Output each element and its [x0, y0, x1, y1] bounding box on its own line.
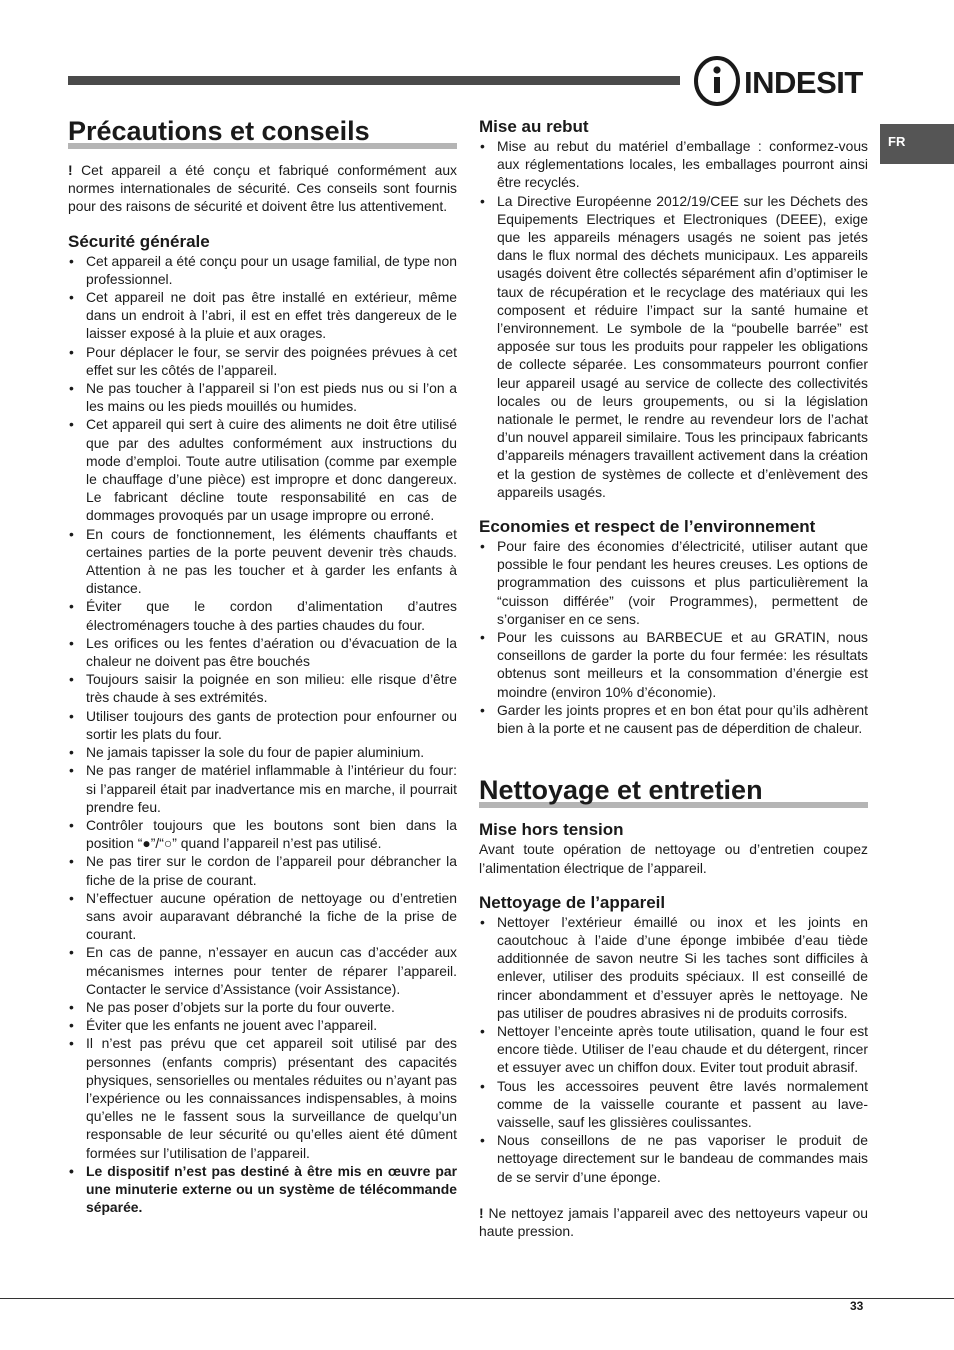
- list-item: • Il n’est pas prévu que cet appareil soit utilisé par des personnes (enfants compris) présentant des capacités physiques, sensorielles ou mentales réduites ou n’ayant pas l’expérience ou les connaissances indispensables, à moins qu’elles ne le fassent sous la surveillance de quelqu’un responsable de leur sécurité ou qu’elles aient été dûment formées sur l’utilisation de l’appareil.: [68, 1034, 457, 1161]
- power-text: Avant toute opération de nettoyage ou d’entretien coupez l’alimentation électrique de l’appareil.: [479, 841, 868, 876]
- final-warning-text: Ne nettoyez jamais l’appareil avec des nettoyeurs vapeur ou haute pression.: [479, 1204, 868, 1239]
- indesit-logo: [694, 55, 872, 107]
- list-item: • Utiliser toujours des gants de protection pour enfourner ou sortir les plats du four.: [68, 707, 457, 743]
- eco-heading: Economies et respect de l’environnement: [479, 517, 816, 537]
- list-item: • Les orifices ou les fentes d’aération ou d’évacuation de la chaleur ne doivent pas être bouchés: [68, 634, 457, 670]
- list-item: • Pour déplacer le four, se servir des poignées prévues à cet effet sur les côtés de l’appareil.: [68, 343, 457, 379]
- warning-icon: !: [479, 1204, 484, 1221]
- cleaning-heading: Nettoyage de l’appareil: [479, 892, 666, 912]
- list-item: • Cet appareil ne doit pas être installé en extérieur, même dans un endroit à l’abri, il est en effet très dangereux de le laisser exposé à la pluie et aux orages.: [68, 288, 457, 343]
- safety-list: [68, 252, 457, 1217]
- list-item: • Cet appareil a été conçu pour un usage familial, de type non professionnel.: [68, 252, 457, 288]
- right-column: [479, 117, 868, 1240]
- page-number: 33: [850, 1299, 864, 1313]
- safety-heading: Sécurité générale: [68, 231, 210, 251]
- list-item: • Nettoyer l’enceinte après toute utilisation, quand le four est encore tiède. Utiliser de l’eau chaude et du détergent, rincer et essuyer avec un chiffon doux. Eviter tout produit abrasif.: [479, 1022, 868, 1077]
- list-item: • Ne pas toucher à l’appareil si l’on est pieds nus ou si l’on a les mains ou les pieds mouillés ou humides.: [68, 379, 457, 415]
- list-item: • Ne pas poser d’objets sur la porte du four ouverte.: [68, 998, 457, 1016]
- list-item: • Éviter que le cordon d’alimentation d’autres électroménagers touche à des parties chaudes du four.: [68, 597, 457, 633]
- list-item: • Mise au rebut du matériel d’emballage : conformez-vous aux réglementations locales, les emballages pourront ainsi être recyclés.: [479, 137, 868, 192]
- warning-icon: !: [68, 162, 73, 178]
- footer-rule: [0, 1298, 954, 1299]
- page-title: Précautions et conseils: [68, 116, 370, 146]
- list-item: • La Directive Européenne 2012/19/CEE sur les Déchets des Equipements Electriques et Electroniques (DEEE), exige que les appareils ménagers usagés ne soient pas jetés dans le flux normal des déchets municipaux. Les appareils usagés doivent être collectés séparément afin d’optimiser le taux de récupération et le recyclage des matériaux qui les composent et réduire l’impact sur la santé humaine et l’environnement. Le symbole de la “poubelle barrée” est apposée sur tous les produits pour rappeler les obligations de collecte séparée. Les consommateurs pourront confier leur appareil usagé au service de collecte des collectivités locales ou de leurs groupements, ou si la législation nationale le permet, le rendre au revendeur lors de l’achat d’un nouvel appareil similaire. Tous les principaux fabricants d’appareils ménagers travaillent activement dans la création et la gestion de systèmes de collecte et d’enlèvement des appareils usagés.: [479, 192, 868, 501]
- final-warning: [479, 1204, 868, 1240]
- list-item: • Pour faire des économies d’électricité, utiliser autant que possible le four pendant les heures creuses. Les options de programmation des cuissons et plus particulièrement la “cuisson différée” (voir Programmes), permettent de s’organiser en ce sens.: [479, 537, 868, 628]
- list-item-emphasis: • Le dispositif n’est pas destiné à être mis en œuvre par une minuterie externe ou un système de télécommande séparée.: [68, 1162, 457, 1217]
- list-item: • Ne pas tirer sur le cordon de l’appareil pour débrancher la fiche de la prise de courant.: [68, 852, 457, 888]
- section-title: Nettoyage et entretien: [479, 775, 763, 806]
- list-item: • Contrôler toujours que les boutons sont bien dans la position “●”/“○” quand l’appareil n’est pas utilisé.: [68, 816, 457, 852]
- left-column: [68, 114, 457, 1216]
- list-item: • En cas de panne, n’essayer en aucun cas d’accéder aux mécanismes internes pour tenter de réparer l’appareil. Contacter le service d’Assistance (voir Assistance).: [68, 943, 457, 998]
- list-item: • N’effectuer aucune opération de nettoyage ou d’entretien sans avoir auparavant débranché la fiche de la prise de courant.: [68, 889, 457, 944]
- list-item: • En cours de fonctionnement, les éléments chauffants et certaines parties de la porte peuvent devenir très chauds. Attention à ne pas les toucher et à garder les enfants à distance.: [68, 525, 457, 598]
- intro-text: Cet appareil a été conçu et fabriqué conformément aux normes internationales de sécurité. Ces conseils sont fournis pour des raisons de sécurité et doivent être lus attentivement.: [68, 162, 458, 215]
- list-item: • Nous conseillons de ne pas vaporiser le produit de nettoyage directement sur le bandeau de commandes mais de se servir d’une éponge.: [479, 1131, 868, 1186]
- list-item: • Ne jamais tapisser la sole du four de papier aluminium.: [68, 743, 457, 761]
- disposal-list: [479, 137, 868, 501]
- list-item: • Garder les joints propres et en bon état pour qu’ils adhèrent bien à la porte et ne causent pas de déperdition de chaleur.: [479, 701, 868, 737]
- disposal-heading: Mise au rebut: [479, 117, 589, 136]
- list-item: • Nettoyer l’extérieur émaillé ou inox et les joints en caoutchouc à l’aide d’une éponge imbibée d’eau tiède additionnée de savon neutre Si les taches sont difficiles à enlever, utiliser des produits spéciaux. Il est conseillé de rincer abondamment et d’essuyer après le nettoyage. Ne pas utiliser de poudres abrasives ni de produits corrosifs.: [479, 913, 868, 1022]
- list-item: • Toujours saisir la poignée en son milieu: elle risque d’être très chaude à ses extrémités.: [68, 670, 457, 706]
- list-item: • Éviter que les enfants ne jouent avec l’appareil.: [68, 1016, 457, 1034]
- language-tab[interactable]: FR: [880, 124, 954, 164]
- list-item: • Ne pas ranger de matériel inflammable à l’intérieur du four: si l’appareil était par inadvertance mis en marche, il pourrait prendre feu.: [68, 761, 457, 816]
- list-item: • Cet appareil qui sert à cuire des aliments ne doit être utilisé que par des adultes conformément aux instructions du mode d’emploi. Toute autre utilisation (comme par exemple le chauffage d’une pièce) est impropre et donc dangereux. Le fabricant décline toute responsabilité en cas de dommages provoqués par un usage impropre ou erroné.: [68, 415, 457, 524]
- list-item: • Pour les cuissons au BARBECUE et au GRATIN, nous conseillons de garder la porte du four fermée: les résultats obtenus sont meilleurs et la consommation d’énergie est moindre (environ 10% d’économie).: [479, 628, 868, 701]
- list-item: • Tous les accessoires peuvent être lavés normalement comme de la vaisselle courante et passent au lave-vaisselle, sauf les glissières coulissantes.: [479, 1077, 868, 1132]
- header-rule: [68, 76, 680, 85]
- cleaning-list: [479, 913, 868, 1186]
- eco-list: [479, 537, 868, 737]
- intro-paragraph: [68, 161, 457, 216]
- power-heading: Mise hors tension: [479, 820, 624, 840]
- svg-text:INDESIT: INDESIT: [744, 65, 863, 100]
